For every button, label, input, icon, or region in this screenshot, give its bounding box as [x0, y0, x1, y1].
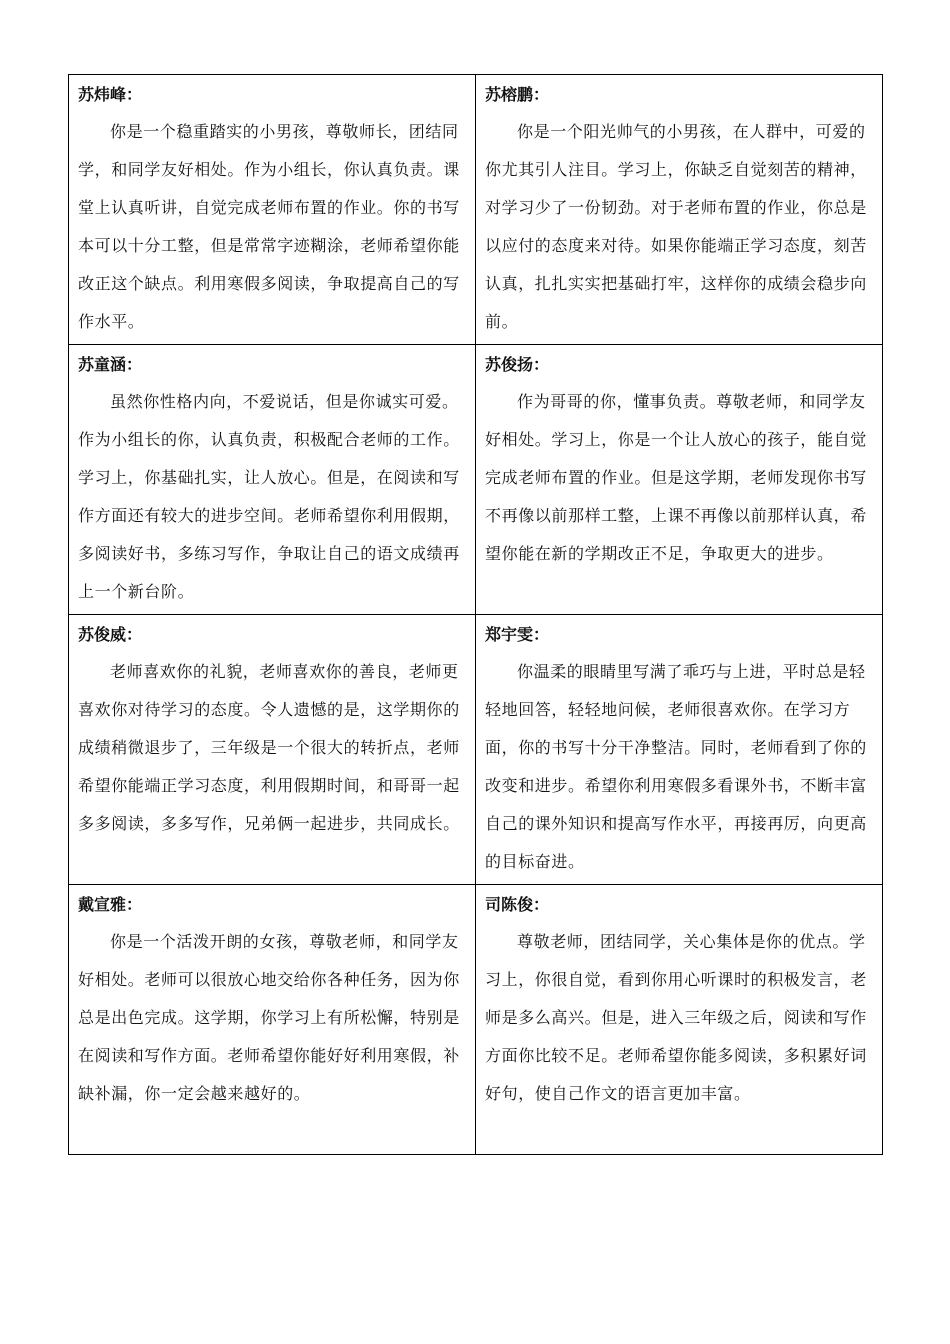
comment-cell	[69, 345, 476, 615]
comment-cell	[69, 75, 476, 345]
comment-cell	[69, 885, 476, 1155]
comment-text: 你是一个活泼开朗的女孩，尊敬老师，和同学友好相处。老师可以很放心地交给你各种任务，因为你总是出色完成。这学期，你学习上有所松懈，特别是在阅读和写作方面。老师希望你能好好利用寒假，补缺补漏，你一定会越来越好的。	[78, 932, 460, 1103]
student-name: 苏榕鹏：	[485, 85, 550, 104]
comment-text: 作为哥哥的你，懂事负责。尊敬老师，和同学友好相处。学习上，你是一个让人放心的孩子，能自觉完成老师布置的作业。但是这学期，老师发现你书写不再像以前那样工整，上课不再像以前那样认真，希望你能在新的学期改正不足，争取更大的进步。	[485, 392, 867, 563]
comment-text: 虽然你性格内向，不爱说话，但是你诚实可爱。作为小组长的你，认真负责，积极配合老师的工作。学习上，你基础扎实，让人放心。但是，在阅读和写作方面还有较大的进步空间。老师希望你利用假期，多阅读好书，多练习写作，争取让自己的语文成绩再上一个新台阶。	[78, 392, 460, 601]
comment-text: 尊敬老师，团结同学，关心集体是你的优点。学习上，你很自觉，看到你用心听课时的积极发言，老师是多么高兴。但是，进入三年级之后，阅读和写作方面你比较不足。老师希望你能多阅读，多积累好词好句，使自己作文的语言更加丰富。	[485, 932, 867, 1103]
comment-text: 老师喜欢你的礼貌，老师喜欢你的善良，老师更喜欢你对待学习的态度。令人遗憾的是，这学期你的成绩稍微退步了，三年级是一个很大的转折点，老师希望你能端正学习态度，利用假期时间，和哥哥一起多多阅读，多多写作，兄弟俩一起进步，共同成长。	[78, 662, 460, 833]
comment-cell	[476, 615, 883, 885]
student-name: 司陈俊：	[485, 895, 550, 914]
comment-cell	[476, 345, 883, 615]
comment-cell	[476, 75, 883, 345]
student-name: 苏炜峰：	[78, 85, 143, 104]
student-name: 苏俊威：	[78, 625, 143, 644]
comment-cell	[69, 615, 476, 885]
table-row	[69, 885, 883, 1155]
student-comments-table	[68, 74, 883, 1155]
student-name: 郑宇雯：	[485, 625, 550, 644]
student-name: 苏俊扬：	[485, 355, 550, 374]
table-row	[69, 75, 883, 345]
table-row	[69, 615, 883, 885]
comment-text: 你是一个稳重踏实的小男孩，尊敬师长，团结同学，和同学友好相处。作为小组长，你认真负责。课堂上认真听讲，自觉完成老师布置的作业。你的书写本可以十分工整，但是常常字迹糊涂，老师希望你能改正这个缺点。利用寒假多阅读，争取提高自己的写作水平。	[78, 122, 460, 331]
student-name: 戴宣雅：	[78, 895, 143, 914]
table-row	[69, 345, 883, 615]
comment-text: 你温柔的眼睛里写满了乖巧与上进，平时总是轻轻地回答，轻轻地问候，老师很喜欢你。在学习方面，你的书写十分干净整洁。同时，老师看到了你的改变和进步。希望你利用寒假多看课外书，不断丰富自己的课外知识和提高写作水平，再接再厉，向更高的目标奋进。	[485, 662, 867, 871]
comment-cell	[476, 885, 883, 1155]
student-name: 苏童涵：	[78, 355, 143, 374]
comment-text: 你是一个阳光帅气的小男孩，在人群中，可爱的你尤其引人注目。学习上，你缺乏自觉刻苦的精神，对学习少了一份韧劲。对于老师布置的作业，你总是以应付的态度来对待。如果你能端正学习态度，刻苦认真，扎扎实实把基础打牢，这样你的成绩会稳步向前。	[485, 122, 867, 331]
